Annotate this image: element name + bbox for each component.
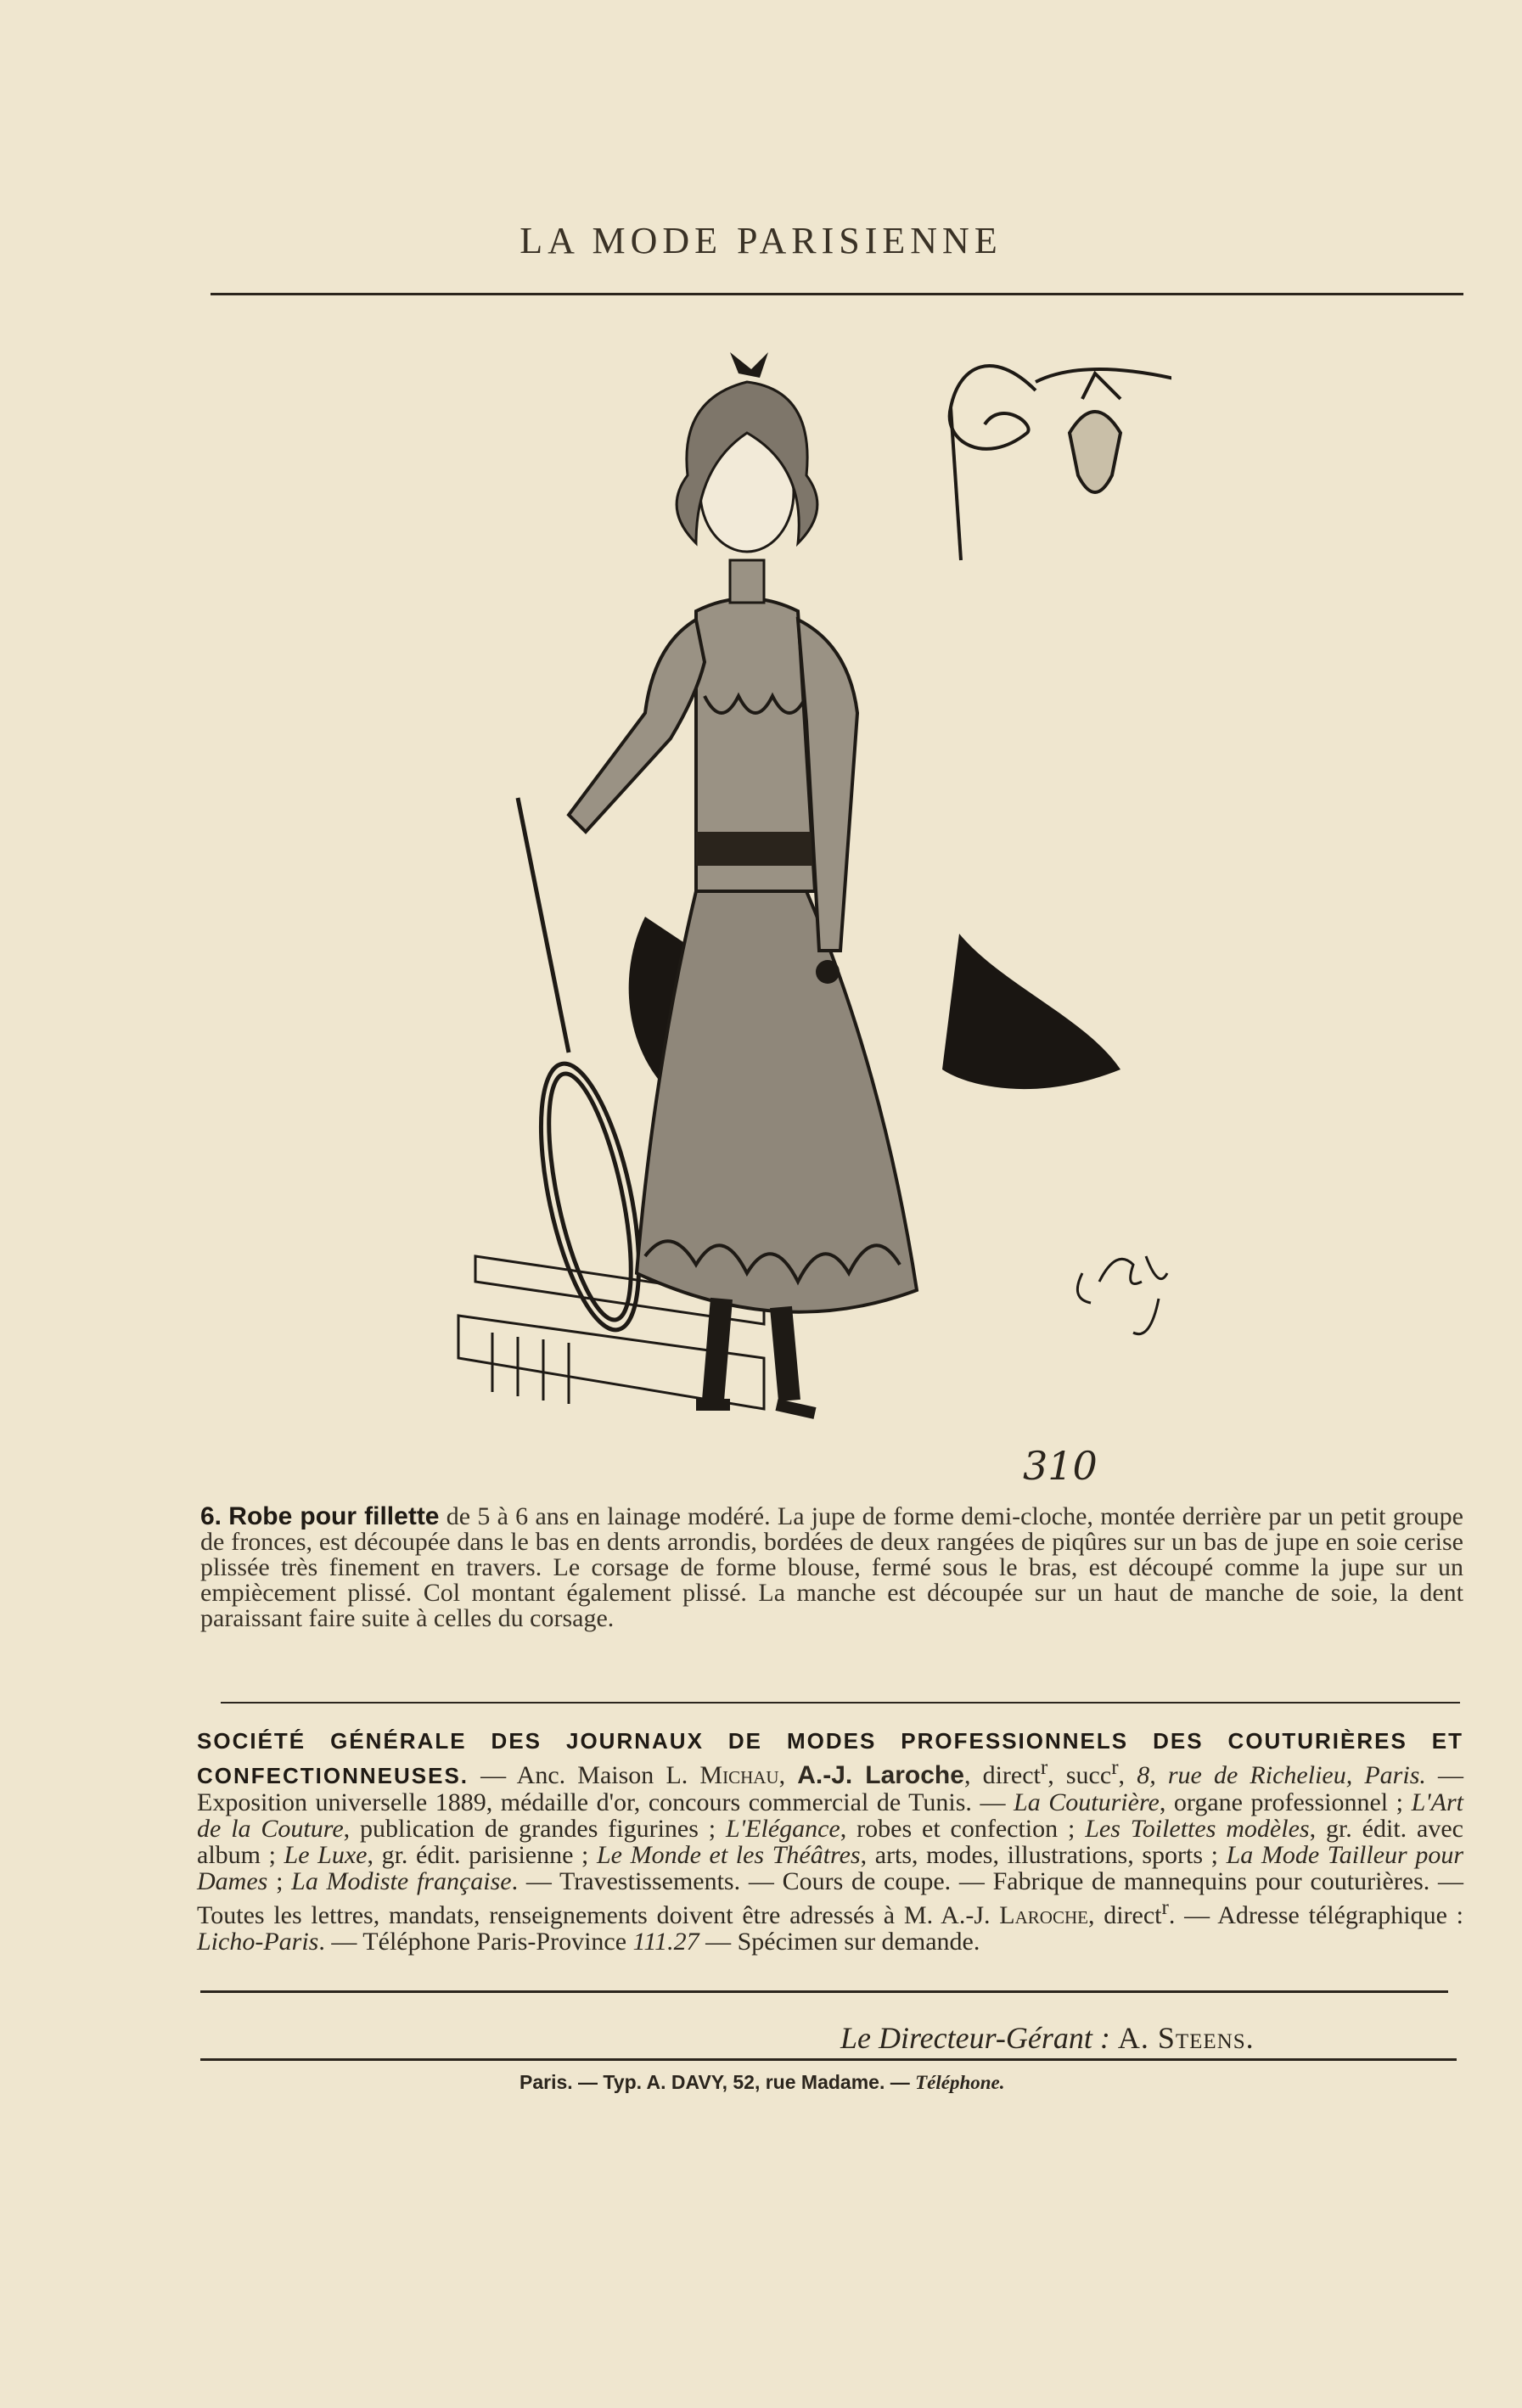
left-sleeve	[569, 620, 705, 832]
director-name: A. Steens.	[1117, 2021, 1255, 2055]
notice-text: — Anc. Maison L.	[469, 1761, 700, 1789]
superscript: r	[1111, 1756, 1119, 1779]
footer-rule-bottom	[200, 2058, 1457, 2061]
publication-title: L'Art de la Couture	[197, 1788, 1464, 1843]
artist-signature	[1065, 1222, 1201, 1350]
shoes	[696, 1405, 815, 1413]
legs	[713, 1299, 789, 1400]
tennis-ball	[816, 960, 840, 984]
item-title: Robe pour fillette	[228, 1502, 440, 1530]
publisher-notice	[197, 1727, 1463, 1955]
printer-telephone: Téléphone.	[915, 2072, 1005, 2093]
notice-text: , organe professionnel ;	[1159, 1788, 1412, 1816]
notice-text: Michau	[699, 1761, 779, 1789]
notice-text: . — Adresse télégraphique :	[1168, 1901, 1463, 1929]
printer-text: Paris. — Typ. A. DAVY, 52, rue Madame. —	[520, 2071, 916, 2093]
telegraph-address: Licho-Paris	[197, 1928, 319, 1956]
notice-text: — Spécimen sur demande.	[699, 1928, 980, 1956]
dress-collar	[730, 560, 764, 603]
notice-text: , robes et confection ;	[840, 1815, 1086, 1843]
notice-text: ,	[1118, 1761, 1137, 1789]
notice-text: , arts, modes, illustrations, sports ;	[860, 1841, 1227, 1869]
notice-text: ,	[778, 1761, 798, 1789]
item-text: de 5 à 6 ans en lainage modéré. La jupe de forme demi-cloche, montée derrière par un petit groupe de fronces, est découpée dans le bas en dents arrondis, bordées de deux rangées de piqûres sur un bas de jupe en soie cerise plissée très finement en travers. Le corsage de forme blouse, fermé sous le bras, est découpé comme la jupe sur un empiècement plissé. Col montant également plissé. La manche est découpée sur un haut de manche de soie, la dent paraissant faire suite à celles du corsage.	[200, 1502, 1463, 1632]
waist-sash	[696, 832, 815, 866]
notice-text: , publication de grandes figurines ;	[343, 1815, 727, 1843]
header-rule	[211, 293, 1463, 295]
garment-description	[200, 1504, 1463, 1631]
notice-address: 8, rue de Richelieu, Paris.	[1137, 1761, 1426, 1789]
notice-text: , gr. édit. parisienne ;	[367, 1841, 597, 1869]
phone-number: 111.27	[632, 1928, 699, 1956]
notice-text: , gr. édit. avec album ;	[197, 1815, 1463, 1869]
director-line	[840, 2020, 1255, 2056]
notice-name: Laroche	[999, 1901, 1088, 1929]
notice-text: — Exposition universelle 1889, médaille d'or, concours commercial de Tunis. —	[197, 1761, 1464, 1816]
footer-rule-top	[200, 1990, 1448, 1993]
publication-title: Les Toilettes modèles	[1085, 1815, 1310, 1843]
plate-number: 310	[1023, 1443, 1098, 1489]
fashion-plate-illustration	[441, 340, 1171, 1502]
hair-bow	[730, 352, 768, 378]
running-title: LA MODE PARISIENNE	[520, 220, 1002, 261]
publication-title: Le Monde et les Théâtres	[596, 1841, 861, 1869]
publication-title: L'Elégance	[726, 1815, 840, 1843]
notice-text: ;	[267, 1867, 292, 1895]
item-number: 6.	[200, 1502, 222, 1530]
notice-text: . — Travestissements. — Cours de coupe. — Fabrique de mannequins pour couturières. — Toutes les lettres, mandats, renseignements doivent être adressés à M. A.-J.	[197, 1867, 1463, 1929]
superscript: r	[1161, 1896, 1169, 1919]
publication-title: La Mode Tailleur pour Dames	[197, 1841, 1463, 1895]
notice-name: A.-J. Laroche	[797, 1761, 964, 1789]
shadow-shape-right	[942, 934, 1120, 1089]
publication-title: La Couturière	[1014, 1788, 1160, 1816]
publication-title: Le Luxe	[284, 1841, 368, 1869]
section-rule	[221, 1702, 1460, 1704]
notice-text: . — Téléphone Paris-Province	[318, 1928, 633, 1956]
notice-text: , direct	[1087, 1901, 1162, 1929]
notice-text: , direct	[963, 1761, 1041, 1789]
printer-line	[520, 2071, 1005, 2094]
wall-lamp-sketch	[950, 366, 1171, 560]
society-heading: SOCIÉTÉ GÉNÉRALE DES JOURNAUX DE MODES PROFESSIONNELS DES COUTURIÈRES ET CONFECTIONNEUSES.	[197, 1728, 1463, 1788]
superscript: r	[1040, 1756, 1048, 1779]
publication-title: La Modiste française	[291, 1867, 512, 1895]
notice-text: , succ	[1047, 1761, 1112, 1789]
director-role: Le Directeur-Gérant :	[840, 2021, 1110, 2055]
